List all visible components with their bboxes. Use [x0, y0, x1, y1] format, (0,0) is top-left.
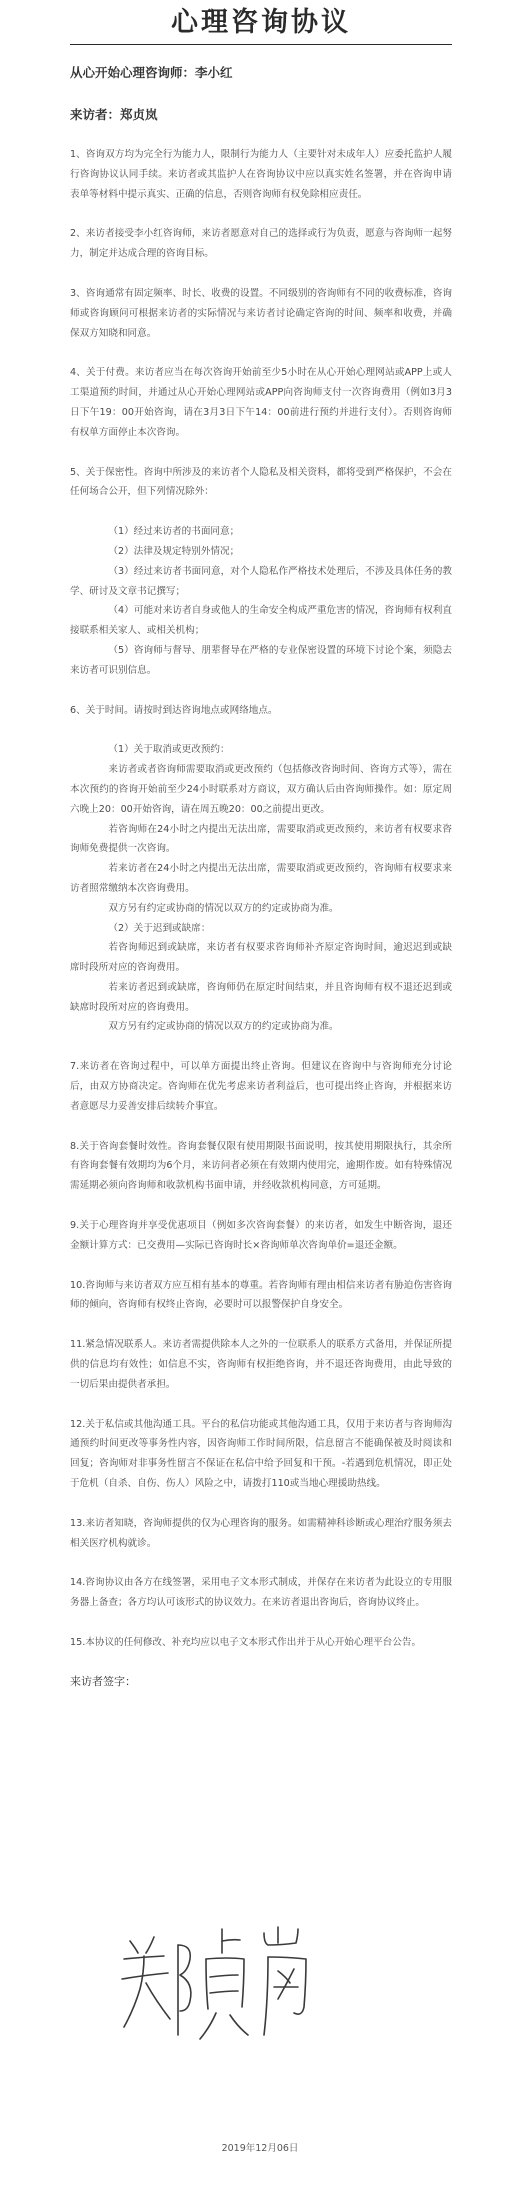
- clause-paragraph: 6、关于时间。请按时到达咨询地点或网络地点。: [70, 704, 278, 716]
- clause-paragraph: 10.咨询师与来访者双方应互相有基本的尊重。若咨询师有理由相信来访者有胁迫伤害咨询师的倾向，咨询师有权终止咨询，必要时可以报警保护自身安全。: [70, 1279, 452, 1311]
- clause-paragraph: 9.关于心理咨询并享受优惠项目（例如多次咨询套餐）的来访者，如发生中断咨询，退还金额计算方式：已交费用—实际已咨询时长×咨询师单次咨询单价=退还金额。: [70, 1220, 452, 1251]
- clause-subitem: （2）关于迟到或缺席：: [108, 922, 211, 934]
- clause-subitem: （5）咨询师与督导、朋辈督导在严格的专业保密设置的环境下讨论个案，须隐去来访者可识别信息。: [70, 644, 452, 676]
- clause-subitem: （3）经过来访者书面同意，对个人隐私作严格技术处理后，不涉及具体任务的教学、研讨及文章书记撰写；: [70, 565, 452, 597]
- clause-paragraph: 8.关于咨询套餐时效性。咨询套餐仅限有使用期限书面说明，按其使用期限执行，其余所有咨询套餐有效期均为6个月，来访问者必须在有效期内使用完，逾期作废。如有特殊情况需延期必须向咨询师和收款机构书面申请，并经收款机构同意，方可延期。: [70, 1140, 452, 1192]
- clause-subitem: （1）经过来访者的书面同意；: [108, 526, 240, 538]
- clause-paragraph: 3、咨询通常有固定频率、时长、收费的设置。不同级别的咨询师有不同的收费标准，咨询师或咨询顾问可根据来访者的实际情况与来访者讨论确定咨询的时间、频率和收费，并确保双方知晓和同意。: [70, 287, 452, 339]
- clause-sublist: [70, 740, 452, 1037]
- counselor-line: 从心开始心理咨询师：李小红: [70, 65, 233, 80]
- page-title: 心理咨询协议: [171, 7, 351, 38]
- clause-subitem: 双方另有约定或协商的情况以双方的约定或协商为准。: [108, 1021, 339, 1033]
- handwritten-signature: [118, 1923, 318, 2053]
- clause-subitem: 若来访者在24小时之内提出无法出席，需要取消或更改预约，咨询师有权要求来访者照常缴纳本次咨询费用。: [70, 863, 452, 894]
- clause-paragraph: 14.咨询协议由各方在线签署，采用电子文本形式制成，并保存在来访者为此设立的专用服务器上备查；各方均认可该形式的协议效力。在来访者退出咨询后，咨询协议终止。: [70, 1577, 452, 1609]
- clause-paragraph: 1、咨询双方均为完全行为能力人，限制行为能力人（主要针对未成年人）应委托监护人履行咨询协议认同手续。来访者或其监护人在咨询协议中应以真实姓名签署，并在咨询申请表单等材料中提示真实、正确的信息，否则咨询师有权免除相应责任。: [70, 149, 452, 200]
- clause-paragraph: 2、来访者接受李小红咨询师，来访者愿意对自己的选择或行为负责，愿意与咨询师一起努力，制定并达成合理的咨询目标。: [70, 228, 452, 260]
- clause-subitem: （1）关于取消或更改预约：: [108, 744, 230, 756]
- clause-subitem: 来访者或者咨询师需要取消或更改预约（包括修改咨询时间、咨询方式等），需在本次预约的咨询开始前至少24小时联系对方商议，双方确认后由咨询师操作。如：原定周六晚上20：00开始咨询，请在周五晚20：00之前提出更改。: [70, 764, 452, 815]
- clause-paragraph: 5、关于保密性。咨询中所涉及的来访者个人隐私及相关资料，都将受到严格保护，不会在任何场合公开，但下列情况除外：: [70, 466, 452, 498]
- signing-date: 2019年12月06日: [221, 2143, 299, 2154]
- clause-subitem: 若咨询师在24小时之内提出无法出席，需要取消或更改预约，来访者有权要求咨询师免费提供一次咨询。: [70, 823, 452, 855]
- signature-label: 来访者签字：: [70, 1674, 136, 1688]
- clause-paragraph: 7.来访者在咨询过程中，可以单方面提出终止咨询。但建议在咨询中与咨询师充分讨论后，由双方协商决定。咨询师在优先考虑来访者利益后，也可提出终止咨询，并根据来访者意愿尽力妥善安排后续转介事宜。: [70, 1061, 452, 1112]
- clause-paragraph: 15.本协议的任何修改、补充均应以电子文本形式作出并于从心开始心理平台公告。: [70, 1637, 422, 1649]
- title-divider: [70, 44, 452, 45]
- clause-paragraph: 12.关于私信或其他沟通工具。平台的私信功能或其他沟通工具，仅用于来访者与咨询师沟通预约时间更改等事务性内容，因咨询师工作时间所限，信息留言不能确保被及时阅读和回复；咨询师对非事务性留言不保证在私信中给予回复和干预。-若遇到危机情况，即正处于危机（自杀、自伤、伤人）风险之中，请拨打110或当地心理援助热线。: [70, 1418, 452, 1490]
- clause-subitem: （4）可能对来访者自身或他人的生命安全构成严重危害的情况，咨询师有权利直接联系相关家人、或相关机构；: [70, 605, 452, 637]
- client-line: 来访者：郑贞岚: [70, 107, 158, 122]
- clause-paragraph: 13.来访者知晓，咨询师提供的仅为心理咨询的服务。如需精神科诊断或心理治疗服务须去相关医疗机构就诊。: [70, 1517, 452, 1549]
- clause-subitem: 若咨询师迟到或缺席，来访者有权要求咨询师补齐原定咨询时间，逾迟迟到或缺席时段所对应的咨询费用。: [70, 942, 452, 974]
- clause-subitem: （2）法律及规定特别外情况；: [108, 545, 240, 557]
- clause-subitem: 若来访者迟到或缺席，咨询师仍在原定时间结束，并且咨询师有权不退还迟到或缺席时段所对应的咨询费用。: [70, 981, 452, 1013]
- clause-subitem: 双方另有约定或协商的情况以双方的约定或协商为准。: [108, 902, 339, 914]
- clause-sublist: [70, 522, 452, 680]
- agreement-body: [70, 145, 452, 1653]
- clause-paragraph: 11.紧急情况联系人。来访者需提供除本人之外的一位联系人的联系方式备用，并保证所提供的信息均有效性；如信息不实，咨询师有权拒绝咨询，并不退还咨询费用，由此导致的一切后果由提供者承担。: [70, 1339, 452, 1390]
- clause-paragraph: 4、关于付费。来访者应当在每次咨询开始前至少5小时在从心开始心理网站或APP上或人工渠道预约时间，并通过从心开始心理网站或APP向咨询师支付一次咨询费用（例如3月3日下午19：00开始咨询，请在3月3日下午14：00前进行预约并进行支付）。否则咨询师有权单方面停止本次咨询。: [70, 367, 452, 438]
